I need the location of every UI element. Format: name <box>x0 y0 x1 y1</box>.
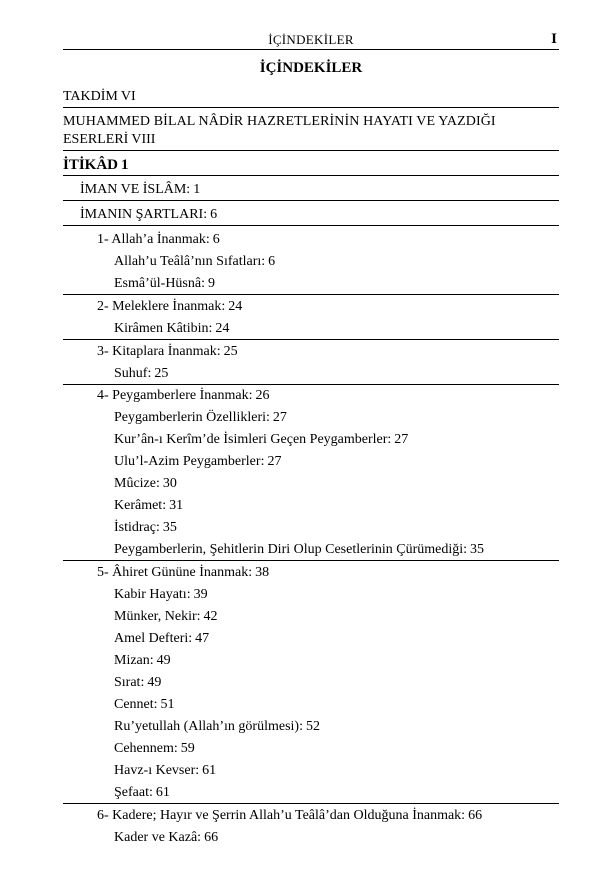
toc-entry-title: Peygamberlerin Özellikleri: <box>114 410 270 425</box>
toc-entry-title: 5- Âhiret Gününe İnanmak: <box>97 565 253 580</box>
entry-rule <box>63 175 559 176</box>
toc-entry-page: 61 <box>155 785 170 800</box>
toc-entry-page: 51 <box>160 697 175 712</box>
entry-rule <box>63 294 559 295</box>
toc-entry-title: Münker, Nekir: <box>114 609 201 624</box>
toc-entry-page: 49 <box>147 675 162 690</box>
toc-entry-page: 24 <box>228 299 243 314</box>
toc-entry-title: Suhuf: <box>114 366 152 381</box>
toc-entry-page: 26 <box>255 388 270 403</box>
toc-entry-page: 66 <box>468 808 483 823</box>
entry-rule <box>63 200 559 201</box>
toc-entry-title: İMANIN ŞARTLARI: <box>80 207 208 222</box>
running-header <box>63 30 559 48</box>
toc-entry-page: 6 <box>268 254 276 269</box>
entry-rule <box>63 384 559 385</box>
toc-entry-title: Havz-ı Kevser: <box>114 763 200 778</box>
entry-rule <box>63 107 559 108</box>
toc-entry-title: Kabir Hayatı: <box>114 587 191 602</box>
toc-entry-title: İstidraç: <box>114 520 160 535</box>
toc-entry-page: 42 <box>203 609 218 624</box>
toc-entry-page: 1 <box>193 182 201 197</box>
toc-entry-page: 9 <box>207 276 215 291</box>
toc-entry-page: 27 <box>394 432 409 447</box>
toc-entry-page: 27 <box>272 410 287 425</box>
entry-rule <box>63 339 559 340</box>
toc-entry-title: Amel Defteri: <box>114 631 193 646</box>
toc-entry-page: 59 <box>180 741 195 756</box>
toc-entry-title: Kader ve Kazâ: <box>114 830 202 845</box>
entry-rule <box>63 803 559 804</box>
toc-entry-page: VI <box>120 89 136 104</box>
toc-entry-title: İMAN VE İSLÂM: <box>80 182 191 197</box>
toc-entry-page: 66 <box>204 830 219 845</box>
toc-entry-title: Kur’ân-ı Kerîm’de İsimleri Geçen Peygamberler: <box>114 432 392 447</box>
toc-entry-title: 2- Meleklere İnanmak: <box>97 299 226 314</box>
toc-entry-page: 35 <box>470 542 485 557</box>
toc-entry-bilal[interactable] <box>63 113 559 131</box>
toc-entry-title: 3- Kitaplara İnanmak: <box>97 344 221 359</box>
toc-entry-title: Kerâmet: <box>114 498 167 513</box>
toc-heading: İÇİNDEKİLER <box>259 60 363 76</box>
toc-entry-title: Peygamberlerin, Şehitlerin Diri Olup Cesetlerinin Çürümediği: <box>114 542 468 557</box>
toc-entry-page: 6 <box>212 232 220 247</box>
toc-entry-title: Kirâmen Kâtibin: <box>114 321 213 336</box>
toc-entry-title: Sırat: <box>114 675 145 690</box>
toc-entry-page: 30 <box>162 476 177 491</box>
toc-entry-page: 25 <box>223 344 238 359</box>
page-number: I <box>551 31 557 47</box>
toc-entry-page: 61 <box>202 763 217 778</box>
toc-entry-page: 49 <box>156 653 171 668</box>
toc-entry-page: 24 <box>215 321 230 336</box>
toc-entry-page: 1 <box>121 157 129 173</box>
toc-entry-page: 35 <box>162 520 177 535</box>
entry-rule <box>63 560 559 561</box>
toc-entry-title: Ulu’l-Azim Peygamberler: <box>114 454 265 469</box>
toc-entry-title: Allah’u Teâlâ’nın Sıfatları: <box>114 254 266 269</box>
toc-entry-title: Cennet: <box>114 697 158 712</box>
toc-entry-page: VIII <box>131 132 156 147</box>
toc-entry-title: 1- Allah’a İnanmak: <box>97 232 210 247</box>
toc-entry-title: Şefaat: <box>114 785 153 800</box>
toc-entry-title: Cehennem: <box>114 741 178 756</box>
toc-entry-page: 6 <box>210 207 218 222</box>
toc-entry-page: 38 <box>255 565 270 580</box>
toc-entry-title: Ru’yetullah (Allah’ın görülmesi): <box>114 719 303 734</box>
toc-entry-title: 4- Peygamberlere İnanmak: <box>97 388 253 403</box>
toc-entry-page: 52 <box>305 719 320 734</box>
toc-entry-title: Esmâ’ül-Hüsnâ: <box>114 276 205 291</box>
toc-entry-page: 31 <box>169 498 184 513</box>
header-rule <box>63 49 559 50</box>
entry-rule <box>63 225 559 226</box>
toc-entry-title: 6- Kadere; Hayır ve Şerrin Allah’u Teâlâ’dan Olduğuna İnanmak: <box>97 808 466 823</box>
toc-entry-title: İTİKÂD <box>63 157 119 173</box>
running-header-title: İÇİNDEKİLER <box>268 32 354 47</box>
toc-entry-page: 47 <box>195 631 210 646</box>
entry-rule <box>63 150 559 151</box>
toc-entry-page: 27 <box>267 454 282 469</box>
toc-entry-page: 25 <box>154 366 169 381</box>
toc-entry-title: Mizan: <box>114 653 154 668</box>
toc-entry-title: ESERLERİ <box>63 132 129 147</box>
toc-entry-page: 39 <box>193 587 208 602</box>
toc-entry-title-line1: MUHAMMED BİLAL NÂDİR HAZRETLERİNİN HAYATI VE YAZDIĞI <box>63 114 496 129</box>
toc-entry-title: TAKDİM <box>63 89 118 104</box>
toc-entry-title: Mûcize: <box>114 476 160 491</box>
